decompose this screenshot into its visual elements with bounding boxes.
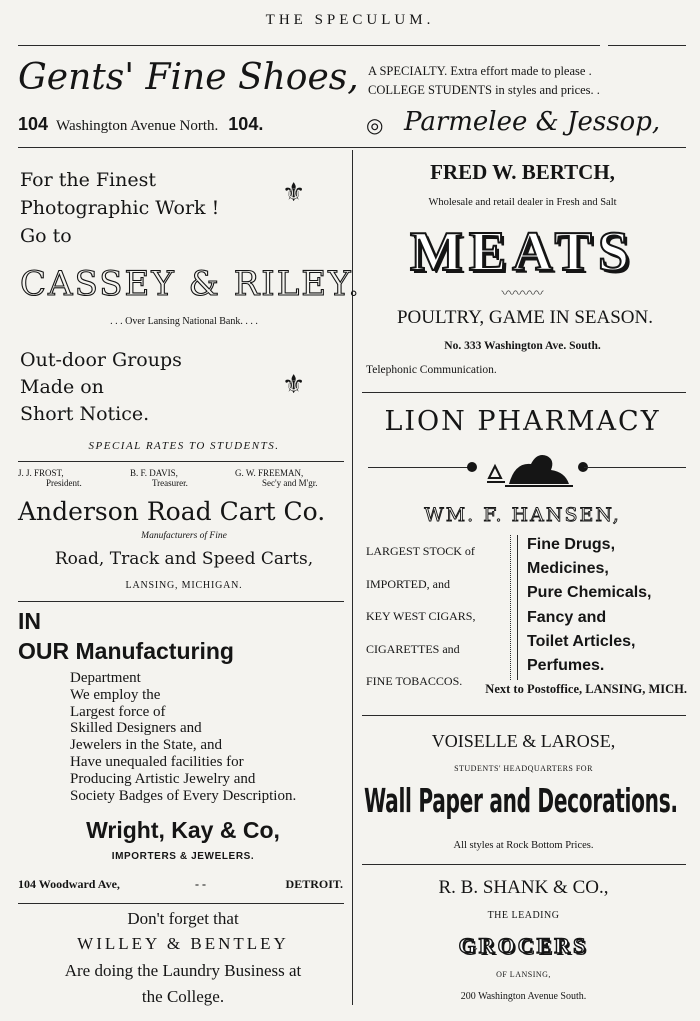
officer-2-name: B. F. DAVIS, (130, 468, 178, 478)
officer-2 (130, 468, 225, 488)
parmelee-address (18, 114, 263, 135)
list-divider (510, 535, 511, 680)
header-rule-right (608, 45, 686, 46)
wright-body-line: Department (70, 670, 141, 686)
lion-right-list (527, 533, 652, 678)
wright-body-line: Have unequaled facilities for (70, 753, 244, 770)
page-title: THE SPECULUM. (265, 12, 435, 28)
willey-line-4: the College. (141, 987, 225, 1006)
wright-body-line: Jewelers in the State, and (70, 737, 223, 754)
bertch-name: FRED W. BERTCH, (430, 160, 615, 184)
lion-next-to: Next to Postoffice, LANSING, MICH. (485, 682, 687, 696)
wright-sub: IMPORTERS & JEWELERS. (111, 851, 255, 862)
anderson-mfg: Manufacturers of Fine (141, 531, 227, 541)
shank-leading: THE LEADING (487, 910, 560, 921)
lion-left-item: LARGEST STOCK of (366, 544, 475, 558)
officer-3-name: G. W. FREEMAN, (235, 468, 304, 478)
cassey-name: CASSEY & RILEY. (20, 264, 361, 304)
parmelee-specialty-2: COLLEGE STUDENTS in styles and prices. . (368, 83, 600, 97)
wright-body-line: Skilled Designers and (70, 720, 202, 737)
officer-1-name: J. J. FROST, (18, 468, 64, 478)
willey-line-1: Don't forget that (127, 909, 239, 928)
wright-address-dash: - - (195, 877, 206, 891)
wright-address-left: 104 Woodward Ave, (18, 877, 120, 891)
voiselle-name: VOISELLE & LAROSE, (431, 731, 616, 751)
ornament-rule-left (368, 467, 472, 468)
voiselle-headline: Wall Paper and Decorations. (364, 781, 678, 820)
lion-left-list (366, 535, 475, 698)
bertch-meats: MEATS (410, 221, 635, 283)
anderson-name: Anderson Road Cart Co. (18, 497, 326, 526)
parmelee-address-num: 104 (18, 114, 49, 134)
cassey-groups-3: Short Notice. (20, 403, 150, 425)
cassey-groups-2: Made on (20, 376, 104, 398)
parmelee-address-street: Washington Avenue North. (56, 118, 219, 134)
cassey-location: . . . Over Lansing National Bank. . . . (110, 316, 258, 327)
lion-left-item: IMPORTED, and (366, 576, 450, 591)
cassey-special: SPECIAL RATES TO STUDENTS. (88, 440, 280, 452)
wright-manufacturing: OUR Manufacturing (18, 638, 234, 664)
shank-address: 200 Washington Avenue South. (460, 991, 587, 1002)
wright-address-right: DETROIT. (285, 877, 343, 891)
wright-in: IN (18, 608, 41, 634)
shank-grocers: GROCERS (458, 933, 589, 958)
anderson-city: LANSING, MICHIGAN. (125, 580, 243, 591)
cassey-intro (20, 166, 219, 250)
cassey-line-3: Go to (20, 225, 72, 247)
section-rule (18, 147, 686, 148)
list-divider (517, 535, 518, 680)
lion-left-item: CIGARETTES and (366, 641, 460, 656)
officer-3 (235, 468, 347, 488)
cassey-line-1: For the Finest (20, 169, 156, 191)
cassey-groups (20, 347, 182, 428)
ornament-rule-right (584, 467, 686, 468)
bertch-phone: Telephonic Communication. (366, 364, 497, 376)
wright-name: Wright, Kay & Co, (86, 817, 280, 843)
wave-ornament-icon: 〰〰〰 (501, 287, 544, 302)
lion-right-item: Fancy and (527, 608, 607, 626)
voiselle-prices: All styles at Rock Bottom Prices. (453, 840, 594, 851)
parmelee-specialty-1: A SPECIALTY. Extra effort made to please . (368, 64, 592, 78)
wright-body-line: Society Badges of Every Description. (70, 787, 297, 804)
wright-body-line: Producing Artistic Jewelry and (70, 770, 256, 787)
lion-right-item: Pure Chemicals, (527, 584, 652, 602)
cassey-line-2: Photographic Work ! (20, 197, 220, 219)
voiselle-headline-wrap (364, 781, 687, 821)
lion-icon (485, 448, 575, 488)
wright-body-line: We employ the (70, 686, 161, 703)
dot-icon (467, 462, 477, 472)
lion-right-item: Toilet Articles, (527, 632, 636, 650)
lion-right-item: Perfumes. (527, 657, 605, 675)
wright-body-line: Largest force of (70, 703, 166, 720)
parmelee-address-num2: 104. (228, 114, 264, 134)
officer-1-title: President. (46, 478, 82, 488)
lion-right-item: Fine Drugs, (527, 536, 616, 553)
wright-address (18, 877, 343, 892)
lion-left-item: KEY WEST CIGARS, (366, 609, 476, 623)
bertch-address: No. 333 Washington Ave. South. (444, 340, 601, 352)
willey-line-3: Are doing the Laundry Business at (64, 961, 302, 980)
voiselle-sub: STUDENTS' HEADQUARTERS FOR (454, 764, 593, 773)
section-rule (362, 864, 686, 865)
lion-right-item: Medicines, (527, 560, 609, 578)
officer-3-title: Sec'y and M'gr. (262, 478, 318, 488)
section-rule (362, 715, 686, 716)
lion-name: LION PHARMACY (384, 406, 661, 437)
officer-2-title: Treasurer. (152, 478, 188, 488)
header-rule (18, 45, 600, 46)
officer-1 (18, 468, 113, 488)
section-rule (18, 601, 344, 602)
bullet-icon: ◎ (366, 115, 384, 137)
parmelee-firm: Parmelee & Jessop, (404, 107, 661, 137)
floral-ornament-icon-2: ⚜ (282, 370, 306, 400)
parmelee-headline: Gents' Fine Shoes, (18, 57, 359, 98)
bertch-desc: Wholesale and retail dealer in Fresh and Salt (428, 197, 617, 208)
floral-ornament-icon: ⚜ (282, 178, 306, 208)
willey-line-2: WILLEY & BENTLEY (77, 934, 289, 953)
wright-body (70, 670, 296, 804)
lion-owner: WM. F. HANSEN, (424, 504, 621, 526)
lion-left-item: FINE TOBACCOS. (366, 674, 463, 688)
shank-of: OF LANSING, (496, 970, 551, 979)
section-rule (18, 903, 344, 904)
shank-name: R. B. SHANK & CO., (438, 877, 609, 898)
section-rule (362, 392, 686, 393)
anderson-products: Road, Track and Speed Carts, (54, 549, 314, 569)
bertch-poultry: POULTRY, GAME IN SEASON. (396, 307, 654, 328)
cassey-groups-1: Out-door Groups (20, 349, 182, 371)
section-rule (18, 461, 344, 462)
